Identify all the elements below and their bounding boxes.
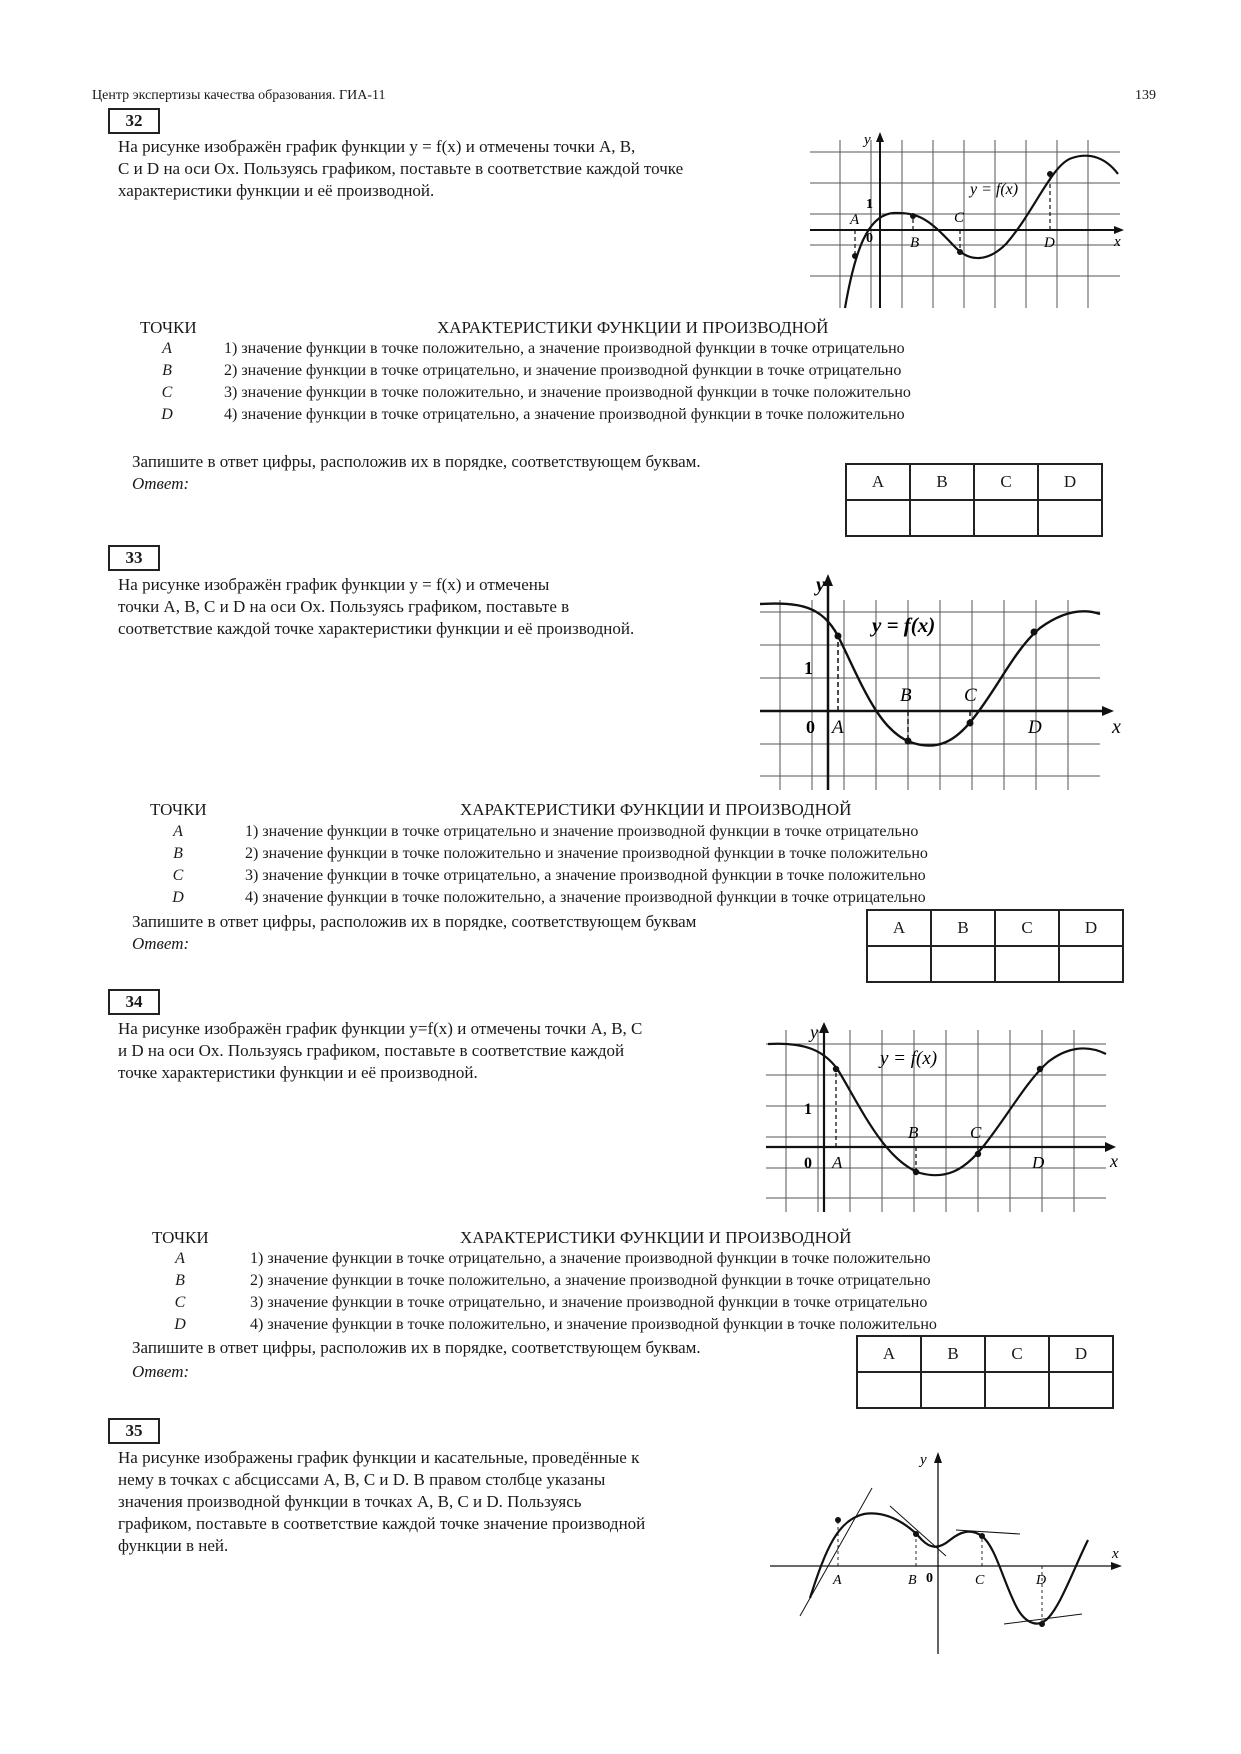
option-item: 1) значение функции в точке отрицательно, а значение производной функции в точке положительно xyxy=(250,1250,931,1267)
problem-number: 32 xyxy=(108,108,160,134)
instruction-text: Запишите в ответ цифры, расположив их в порядке, соответствующем буквам xyxy=(132,912,697,931)
header-title: Центр экспертизы качества образования. ГИА-11 xyxy=(92,88,386,103)
option-item: 1) значение функции в точке положительно, а значение производной функции в точке отрицательно xyxy=(224,340,905,357)
answer-header-cell: B xyxy=(931,910,995,946)
point-label-b: B xyxy=(908,1573,917,1588)
y-axis-arrow xyxy=(876,132,884,142)
x-axis-label: x xyxy=(1112,1546,1119,1562)
option-item: 3) значение функции в точке положительно, и значение производной функции в точке положительно xyxy=(224,384,911,401)
function-label: y = f(x) xyxy=(970,181,1019,198)
problem-stem xyxy=(118,1447,738,1557)
y-axis-label: y xyxy=(816,574,825,596)
point-marker xyxy=(835,1517,841,1523)
stem-line: нему в точках с абсциссами A, B, C и D. В правом столбце указаны xyxy=(118,1470,606,1489)
answer-header-cell: A xyxy=(857,1336,921,1372)
answer-input-cell[interactable] xyxy=(1049,1372,1113,1408)
column-header-points: ТОЧКИ xyxy=(140,318,197,337)
point-label-d: D xyxy=(1044,235,1055,251)
column-header-characteristics: ХАРАКТЕРИСТИКИ ФУНКЦИИ И ПРОИЗВОДНОЙ xyxy=(460,1228,852,1247)
point-letter: C xyxy=(172,867,184,884)
function-label: y = f(x) xyxy=(872,613,936,637)
point-letter: A xyxy=(175,1250,185,1267)
x-axis-arrow xyxy=(1111,1562,1122,1570)
y-axis-arrow xyxy=(819,1022,829,1033)
x-axis-label: x xyxy=(1112,716,1121,738)
point-label-c: C xyxy=(954,210,965,226)
function-curve xyxy=(845,156,1118,308)
answer-label: Ответ: xyxy=(132,934,190,953)
point-marker xyxy=(905,738,912,745)
function-graph xyxy=(810,130,1128,310)
stem-line: характеристики функции и её производной. xyxy=(118,181,435,200)
point-marker xyxy=(1037,1066,1043,1072)
answer-table xyxy=(856,1335,1114,1409)
answer-header-cell: C xyxy=(974,464,1038,500)
column-header-characteristics: ХАРАКТЕРИСТИКИ ФУНКЦИИ И ПРОИЗВОДНОЙ xyxy=(437,318,829,337)
option-item: 2) значение функции в точке положительно, а значение производной функции в точке отрицательно xyxy=(250,1272,931,1289)
point-letter: C xyxy=(174,1294,186,1311)
origin-label: 0 xyxy=(806,717,815,737)
problem-stem xyxy=(118,136,786,202)
point-marker xyxy=(913,1169,919,1175)
stem-line: и D на оси Ox. Пользуясь графиком, поставьте в соответствие каждой xyxy=(118,1041,625,1060)
answer-label: Ответ: xyxy=(132,1362,190,1381)
point-label-a: A xyxy=(832,1153,843,1172)
point-marker xyxy=(833,1066,839,1072)
problem-stem xyxy=(118,1018,744,1084)
x-axis-arrow xyxy=(1102,706,1114,716)
point-label-d: D xyxy=(1032,1153,1045,1172)
y-axis-arrow xyxy=(934,1452,942,1463)
point-label-b: B xyxy=(908,1123,919,1142)
stem-line: функции в ней. xyxy=(118,1536,229,1555)
point-label-a: A xyxy=(832,717,844,738)
answer-header-cell: B xyxy=(910,464,974,500)
column-header-points: ТОЧКИ xyxy=(152,1228,209,1247)
point-letter: A xyxy=(173,823,183,840)
point-label-c: C xyxy=(970,1123,982,1142)
point-label-b: B xyxy=(910,235,920,251)
x-axis-label: x xyxy=(1110,1151,1118,1171)
point-marker xyxy=(835,633,842,640)
problem-number: 35 xyxy=(108,1418,160,1444)
point-label-a: A xyxy=(833,1573,842,1588)
problem-number: 34 xyxy=(108,989,160,1015)
option-item: 2) значение функции в точке отрицательно, и значение производной функции в точке отрицательно xyxy=(224,362,902,379)
y-axis-label: y xyxy=(864,132,871,148)
unit-label: 1 xyxy=(866,197,873,212)
problem-stem xyxy=(118,574,730,640)
point-letter: D xyxy=(174,1316,186,1333)
function-label: y = f(x) xyxy=(880,1048,938,1069)
origin-label: 0 xyxy=(866,231,873,246)
y-axis-label: y xyxy=(920,1452,927,1468)
stem-line: На рисунке изображён график функции y = f(x) и отмечены точки A, B, xyxy=(118,137,636,156)
stem-line: точке характеристики функции и её производной. xyxy=(118,1063,478,1082)
point-letter: B xyxy=(173,845,183,862)
option-item: 3) значение функции в точке отрицательно, а значение производной функции в точке положительно xyxy=(245,867,926,884)
answer-input-cell[interactable] xyxy=(867,946,931,982)
answer-header-cell: A xyxy=(846,464,910,500)
point-letter: D xyxy=(161,406,173,423)
function-graph xyxy=(760,1020,1130,1218)
instruction-text: Запишите в ответ цифры, расположив их в порядке, соответствующем буквам. xyxy=(132,1338,701,1357)
answer-header-cell: B xyxy=(921,1336,985,1372)
column-header-characteristics: ХАРАКТЕРИСТИКИ ФУНКЦИИ И ПРОИЗВОДНОЙ xyxy=(460,800,852,819)
tangent-line xyxy=(800,1488,872,1616)
point-letter: B xyxy=(175,1272,185,1289)
point-label-b: B xyxy=(900,685,912,706)
point-letter: C xyxy=(161,384,173,401)
answer-input-cell[interactable] xyxy=(985,1372,1049,1408)
unit-label: 1 xyxy=(804,1101,812,1118)
answer-input-cell[interactable] xyxy=(857,1372,921,1408)
stem-line: C и D на оси Ox. Пользуясь графиком, поставьте в соответствие каждой точке xyxy=(118,159,684,178)
option-item: 1) значение функции в точке отрицательно и значение производной функции в точке отрицательно xyxy=(245,823,919,840)
point-marker xyxy=(910,213,916,219)
answer-header-cell: C xyxy=(985,1336,1049,1372)
answer-input-cell[interactable] xyxy=(846,500,910,536)
answer-table xyxy=(866,909,1124,983)
function-graph xyxy=(760,1448,1130,1656)
answer-header-cell: D xyxy=(1038,464,1102,500)
column-header-points: ТОЧКИ xyxy=(150,800,207,819)
stem-line: На рисунке изображён график функции y=f(x) и отмечены точки A, B, C xyxy=(118,1019,643,1038)
answer-header-cell: D xyxy=(1049,1336,1113,1372)
point-marker xyxy=(979,1533,985,1539)
origin-label: 0 xyxy=(926,1571,933,1586)
stem-line: значения производной функции в точках A, B, C и D. Пользуясь xyxy=(118,1492,582,1511)
unit-label: 1 xyxy=(804,658,813,678)
answer-table xyxy=(845,463,1103,537)
answer-input-cell[interactable] xyxy=(910,500,974,536)
point-marker xyxy=(1031,629,1038,636)
x-axis-arrow xyxy=(1114,226,1124,234)
origin-label: 0 xyxy=(804,1155,812,1172)
answer-input-cell[interactable] xyxy=(974,500,1038,536)
stem-line: На рисунке изображён график функции y = f(x) и отмечены xyxy=(118,575,550,594)
function-curve xyxy=(810,1513,1088,1623)
option-item: 3) значение функции в точке отрицательно, и значение производной функции в точке отрицательно xyxy=(250,1294,928,1311)
point-letter: D xyxy=(172,889,184,906)
point-label-a: A xyxy=(850,212,860,228)
option-item: 2) значение функции в точке положительно и значение производной функции в точке положительно xyxy=(245,845,928,862)
function-graph xyxy=(760,570,1130,792)
answer-input-cell[interactable] xyxy=(1059,946,1123,982)
point-letter: A xyxy=(162,340,172,357)
stem-line: соответствие каждой точке характеристики функции и её производной. xyxy=(118,619,635,638)
point-marker xyxy=(975,1151,981,1157)
stem-line: точки A, B, C и D на оси Ox. Пользуясь графиком, поставьте в xyxy=(118,597,570,616)
point-label-d: D xyxy=(1028,717,1042,738)
answer-header-cell: A xyxy=(867,910,931,946)
point-label-c: C xyxy=(964,685,977,706)
point-marker xyxy=(913,1531,919,1537)
answer-input-cell[interactable] xyxy=(921,1372,985,1408)
point-letter: B xyxy=(162,362,172,379)
point-label-d: D xyxy=(1036,1573,1047,1588)
option-item: 4) значение функции в точке положительно, и значение производной функции в точке положительно xyxy=(250,1316,937,1333)
x-axis-label: x xyxy=(1114,234,1121,250)
option-item: 4) значение функции в точке положительно, а значение производной функции в точке отрицательно xyxy=(245,889,926,906)
point-marker xyxy=(852,253,858,259)
point-marker xyxy=(967,720,974,727)
option-item: 4) значение функции в точке отрицательно, а значение производной функции в точке положительно xyxy=(224,406,905,423)
point-marker xyxy=(1039,1621,1045,1627)
answer-header-cell: C xyxy=(995,910,1059,946)
answer-input-cell[interactable] xyxy=(995,946,1059,982)
page-number: 139 xyxy=(1135,88,1156,103)
problem-number: 33 xyxy=(108,545,160,571)
point-marker xyxy=(1047,171,1053,177)
point-label-c: C xyxy=(975,1573,985,1588)
answer-header-cell: D xyxy=(1059,910,1123,946)
answer-input-cell[interactable] xyxy=(1038,500,1102,536)
instruction-text: Запишите в ответ цифры, расположив их в порядке, соответствующем буквам. xyxy=(132,452,701,471)
answer-label: Ответ: xyxy=(132,474,190,493)
y-axis-label: y xyxy=(810,1022,818,1042)
stem-line: графиком, поставьте в соответствие каждой точке значение производной xyxy=(118,1514,646,1533)
point-marker xyxy=(957,249,963,255)
stem-line: На рисунке изображены график функции и касательные, проведённые к xyxy=(118,1448,640,1467)
answer-input-cell[interactable] xyxy=(931,946,995,982)
